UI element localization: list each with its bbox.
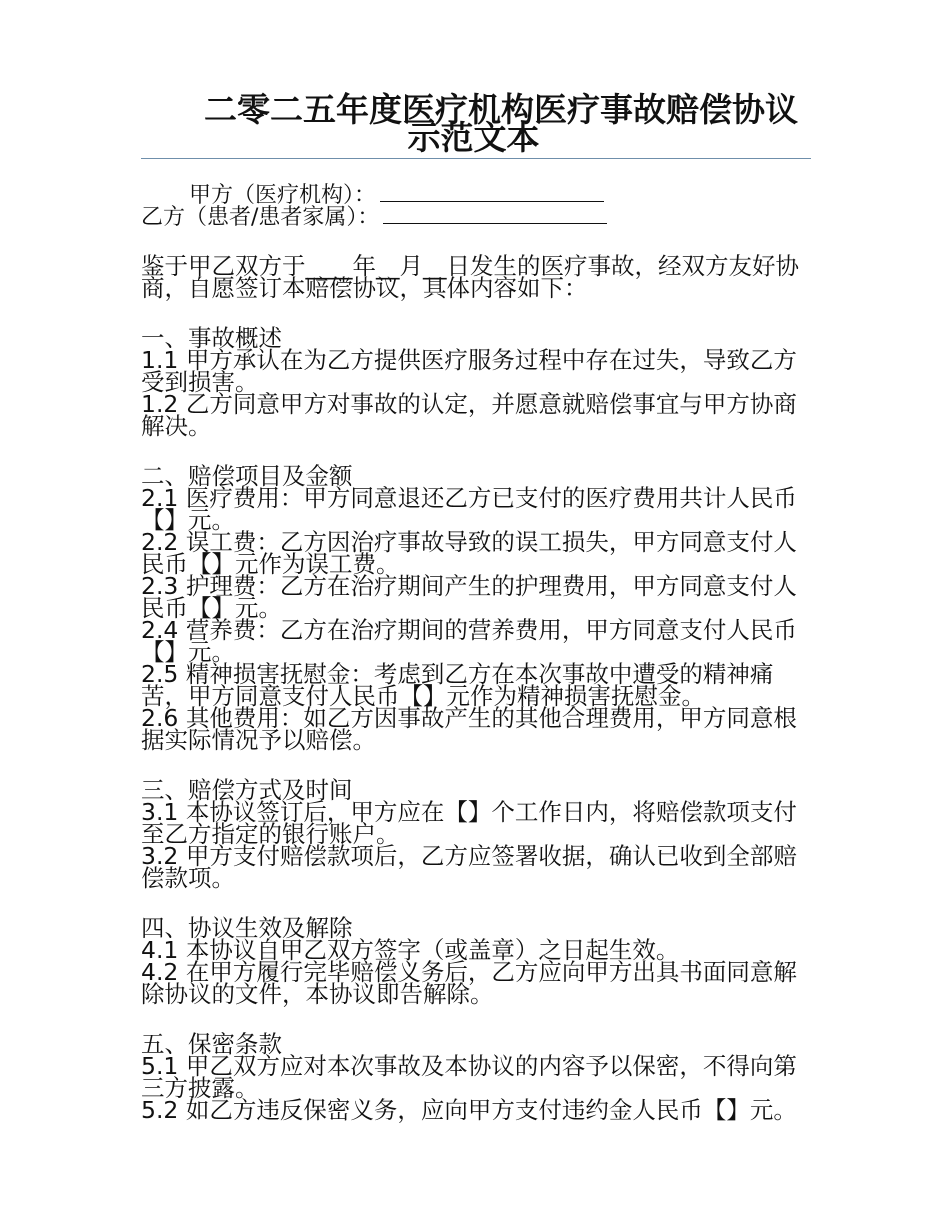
clause: 5.1 甲乙双方应对本次事故及本协议的内容予以保密，不得向第三方披露。 bbox=[141, 1052, 797, 1102]
clause: 3.2 甲方支付赔偿款项后，乙方应签署收据，确认已收到全部赔偿款项。 bbox=[141, 842, 797, 892]
section-heading: 二、赔偿项目及金额 bbox=[141, 462, 353, 490]
party-a-blank bbox=[380, 185, 604, 202]
section-heading: 五、保密条款 bbox=[141, 1030, 282, 1058]
clause: 1.1 甲方承认在为乙方提供医疗服务过程中存在过失，导致乙方受到损害。 bbox=[141, 346, 797, 396]
clause: 2.3 护理费：乙方在治疗期间产生的护理费用，甲方同意支付人民币【】元。 bbox=[141, 572, 797, 622]
title-line-2: 示范文本 bbox=[407, 118, 540, 157]
document-title bbox=[141, 90, 811, 157]
party-b-label: 乙方（患者/患者家属）： bbox=[141, 205, 380, 230]
section-heading: 一、事故概述 bbox=[141, 324, 282, 352]
clause: 5.2 如乙方违反保密义务，应向甲方支付违约金人民币【】元。 bbox=[141, 1096, 797, 1124]
section-heading: 三、赔偿方式及时间 bbox=[141, 776, 353, 804]
clause: 4.1 本协议自甲乙双方签字（或盖章）之日起生效。 bbox=[141, 936, 680, 964]
clause: 2.1 医疗费用：甲方同意退还乙方已支付的医疗费用共计人民币【】元。 bbox=[141, 484, 797, 534]
agreement-page bbox=[141, 90, 811, 1124]
clause: 2.4 营养费：乙方在治疗期间的营养费用，甲方同意支付人民币【】元。 bbox=[141, 616, 797, 666]
clause: 2.5 精神损害抚慰金：考虑到乙方在本次事故中遭受的精神痛苦，甲方同意支付人民币【】元作为精神损害抚慰金。 bbox=[141, 660, 774, 710]
clause: 3.1 本协议签订后，甲方应在【】个工作日内，将赔偿款项支付至乙方指定的银行账户。 bbox=[141, 798, 797, 848]
party-b-blank bbox=[383, 207, 607, 224]
title-divider bbox=[141, 158, 811, 159]
clause: 4.2 在甲方履行完毕赔偿义务后，乙方应向甲方出具书面同意解除协议的文件，本协议即告解除。 bbox=[141, 958, 797, 1008]
party-a-line bbox=[141, 183, 811, 208]
clause: 2.6 其他费用：如乙方因事故产生的其他合理费用，甲方同意根据实际情况予以赔偿。 bbox=[141, 704, 797, 754]
party-b-line bbox=[141, 205, 811, 230]
party-a-label: 甲方（医疗机构）： bbox=[189, 183, 377, 208]
title-line-1: 二零二五年度医疗机构医疗事故赔偿协议 bbox=[204, 90, 798, 129]
clause: 2.2 误工费：乙方因治疗事故导致的误工损失，甲方同意支付人民币【】元作为误工费。 bbox=[141, 528, 797, 578]
clause: 1.2 乙方同意甲方对事故的认定，并愿意就赔偿事宜与甲方协商解决。 bbox=[141, 390, 797, 440]
intro-paragraph: 鉴于甲乙双方于____年__月__日发生的医疗事故，经双方友好协商，自愿签订本赔偿协议，具体内容如下： bbox=[141, 252, 799, 302]
section-heading: 四、协议生效及解除 bbox=[141, 914, 353, 942]
